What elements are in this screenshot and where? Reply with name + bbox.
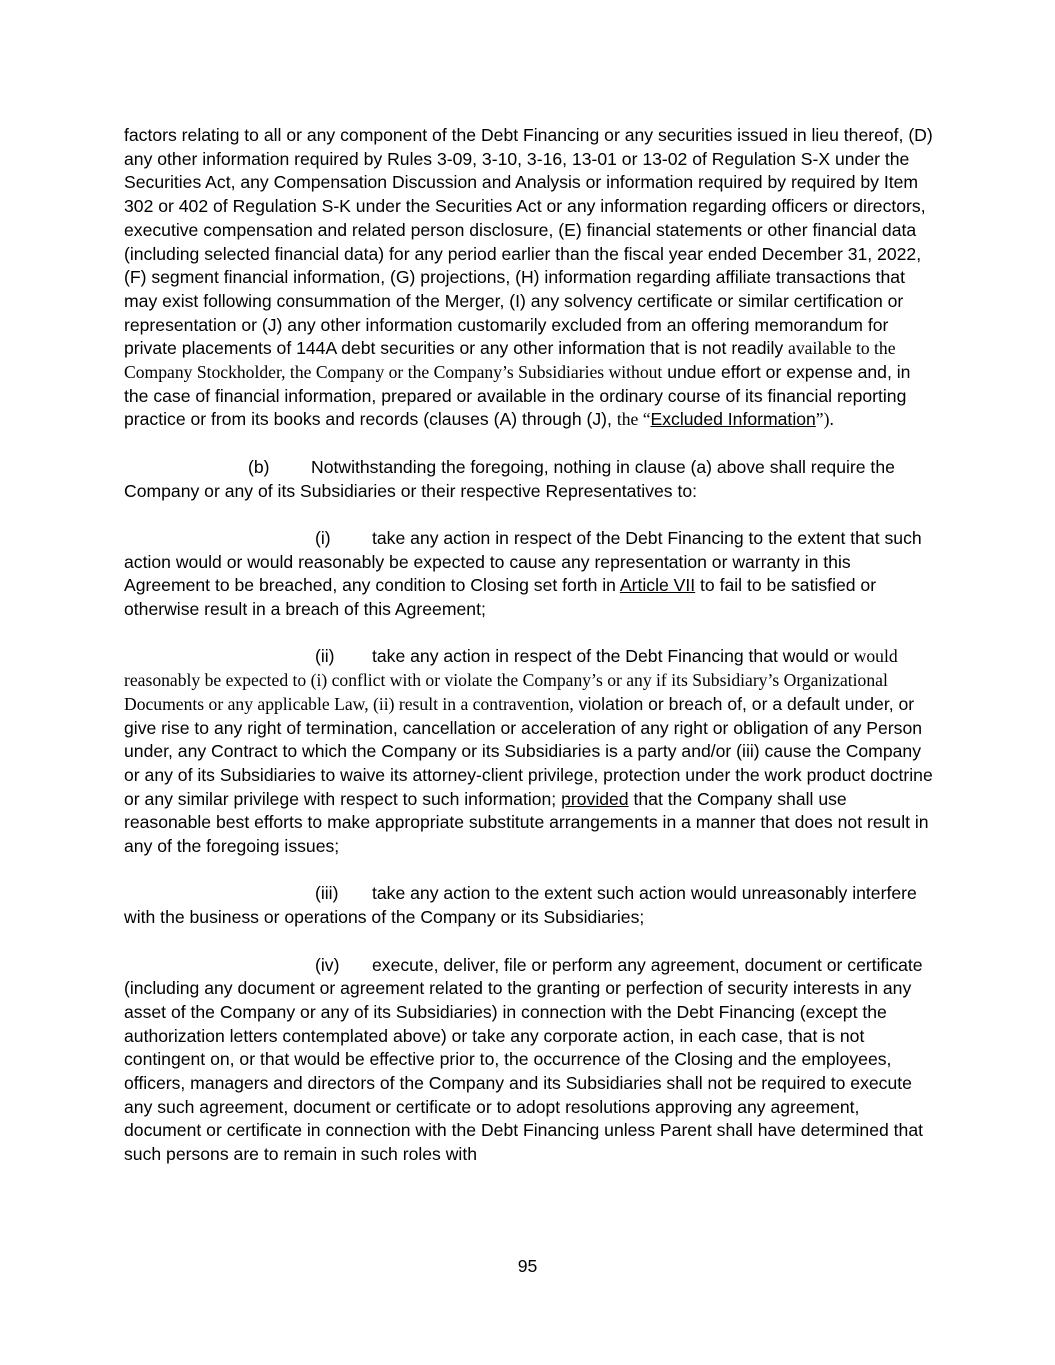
clause-iv-text: execute, deliver, file or perform any agreement, document or certificate (including any document or agreement related to the granting or perfection of security interests in any asset of the Company or any of its Subsidiaries) in connection with the Debt Financing (except the authorization letters contemplated above) or take any corporate action, in each case, that is not contingent on, or that would be effective prior to, the occurrence of the Closing and the employees, officers, managers and directors of the Company and its Subsidiaries shall not be required to execute any such agreement, document or certificate or to adopt resolutions approving any agreement, document or certificate in connection with the Debt Financing unless Parent shall have determined that such persons are to remain in such roles with — [124, 954, 924, 1165]
clause-i — [124, 527, 934, 622]
section-b-text: Notwithstanding the foregoing, nothing in clause (a) above shall require the Company or any of its Subsidiaries or their respective Representatives to: — [124, 456, 895, 501]
paragraph-text: factors relating to all or any component of the Debt Financing or any securities issued in lieu thereof, (D) any other information required by Rules 3-09, 3-10, 3-16, 13-01 or 13-02 of Regulation S-X under the Securities Act, any Compensation Discussion and Analysis or information required by required by Item 302 or 402 of Regulation S-K under the Securities Act or any information regarding officers or directors, executive compensation and related person disclosure, (E) financial statements or other financial data (including selected financial data) for any period earlier than the fiscal year ended December 31, 2022, (F) segment financial information, (G) projections, (H) information regarding affiliate transactions that may exist following consummation of the Merger, (I) any solvency certificate or similar certification or representation or (J) any other information customarily excluded from an offering memorandum for private placements of 144A debt securities or any other information that is not readily — [124, 125, 933, 359]
paragraph-text: undue effort or expense and, in the case of financial information, prepared or available in the ordinary course of its financial reporting practice or from its books and records (clauses (A) through (J), — [124, 362, 911, 430]
clause-ii-text-serif: would reasonably be expected to (i) conflict with or violate the Company’s or any if its Subsidiary’s Organizational Documents or any applicable Law, (ii) result in a contravention, — [124, 646, 898, 714]
section-b — [124, 456, 934, 503]
paragraph-text-serif: available to the Company Stockholder, the Company or the Company’s Subsidiaries without — [124, 338, 896, 383]
clause-iii-text: take any action to the extent such action would unreasonably interfere with the business or operations of the Company or its Subsidiaries; — [124, 883, 917, 928]
clause-iii — [124, 882, 934, 929]
clause-iv — [124, 954, 934, 1167]
defined-term-excluded-information: Excluded Information — [650, 409, 816, 430]
clause-iii-label: (iii) — [315, 883, 339, 904]
paragraph-text-serif: ”). — [815, 409, 834, 430]
clause-ii-text: violation or breach of, or a default under, or give rise to any right of termination, cancellation or acceleration of any right or obligation of any Person under, any Contract to which the Company or its Subsidiaries is a party and/or (iii) cause the Company or any of its Subsidiaries to waive its attorney-client privilege, protection under the work product doctrine or any similar privilege with respect to such information; — [124, 693, 933, 809]
clause-ii-text: take any action in respect of the Debt Financing that would or — [372, 646, 850, 667]
clause-i-text: take any action in respect of the Debt Financing to the extent that such action would or would reasonably be expected to cause any representation or warranty in this Agreement to be breached, any condition to Closing set forth in — [124, 527, 922, 596]
clause-ii-label: (ii) — [315, 646, 335, 667]
clause-iv-label: (iv) — [315, 954, 340, 975]
article-vii-reference: Article VII — [619, 575, 696, 596]
page-number: 95 — [517, 1256, 538, 1276]
clause-ii — [124, 645, 934, 858]
document-page — [124, 124, 934, 1191]
clause-ii-text: that the Company shall use reasonable best efforts to make appropriate substitute arrangements in a manner that does not result in any of the foregoing issues; — [124, 788, 929, 857]
section-b-label: (b) — [248, 456, 270, 477]
paragraph-text-serif: the “ — [616, 409, 651, 430]
clause-i-text: to fail to be satisfied or otherwise result in a breach of this Agreement; — [124, 575, 877, 620]
provided-term: provided — [561, 788, 629, 809]
clause-i-label: (i) — [315, 527, 331, 548]
paragraph-excluded-information — [124, 124, 934, 432]
